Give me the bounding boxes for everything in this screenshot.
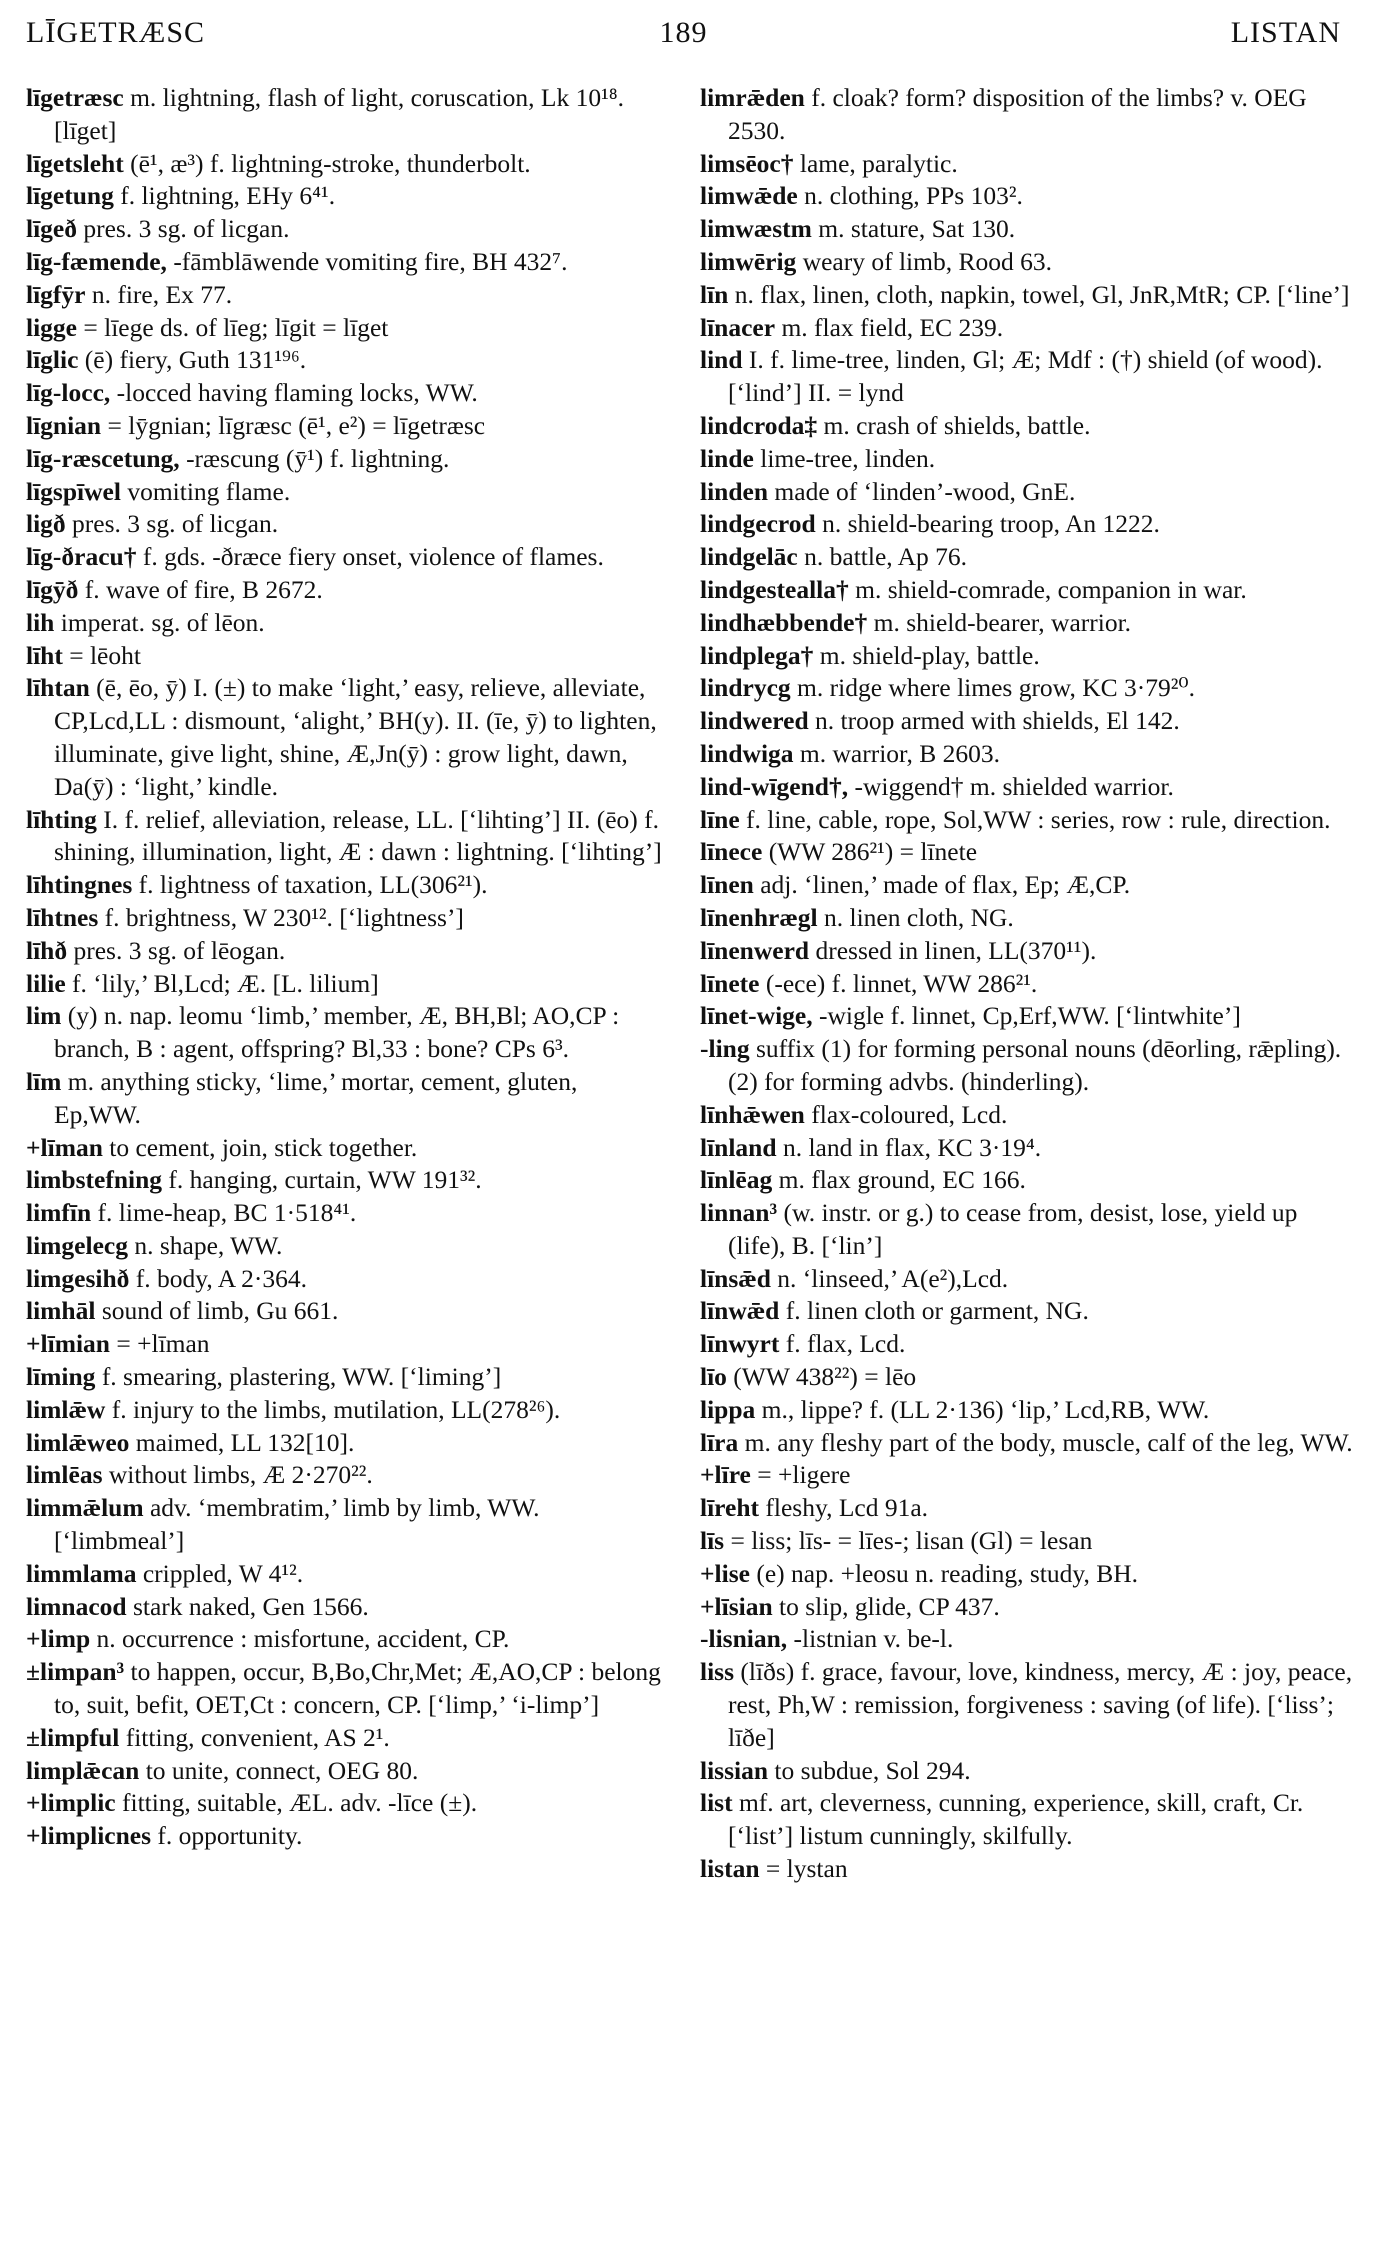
entry-definition: m. stature, Sat 130.	[818, 214, 1016, 244]
entry-definition: (WW 438²²) = lēo	[733, 1362, 917, 1392]
dictionary-entry	[26, 344, 666, 377]
entry-definition: flax-coloured, Lcd.	[811, 1099, 1008, 1129]
entry-headword: līnenhrægl	[700, 902, 818, 932]
dictionary-entry	[700, 738, 1360, 771]
entry-headword: ±limpan³	[26, 1657, 125, 1687]
entry-headword: līg-ðracu†	[26, 542, 137, 572]
entry-headword: lippa	[700, 1394, 756, 1424]
entry-headword: +lise	[700, 1558, 750, 1588]
entry-headword: līne	[700, 804, 740, 834]
dictionary-entry	[700, 1033, 1360, 1099]
entry-definition: fleshy, Lcd 91a.	[765, 1493, 929, 1523]
dictionary-entry	[26, 640, 666, 673]
entry-definition: n. linen cloth, NG.	[823, 902, 1014, 932]
entry-definition: f. flax, Lcd.	[785, 1329, 906, 1359]
dictionary-entry	[26, 1558, 666, 1591]
dictionary-entry	[700, 1623, 1360, 1656]
entry-headword: līgnian	[26, 410, 102, 440]
entry-headword: līnwǣd	[700, 1296, 780, 1326]
entry-definition: (w. instr. or g.) to cease from, desist, lose, yield up (life), B. [‘lin’]	[728, 1198, 1298, 1260]
entry-headword: līgeð	[26, 214, 77, 244]
dictionary-entry	[26, 1328, 666, 1361]
entry-definition: f. body, A 2·364.	[135, 1263, 307, 1293]
dictionary-entry	[700, 607, 1360, 640]
entry-headword: +līsian	[700, 1591, 773, 1621]
dictionary-entry	[700, 1755, 1360, 1788]
entry-headword: līhtnes	[26, 902, 99, 932]
dictionary-entry	[700, 1427, 1360, 1460]
entry-definition: vomiting flame.	[127, 476, 291, 506]
dictionary-entry	[700, 213, 1360, 246]
dictionary-entry	[26, 1230, 666, 1263]
dictionary-entry	[700, 1197, 1360, 1263]
dictionary-entry	[700, 148, 1360, 181]
dictionary-entry	[26, 279, 666, 312]
dictionary-entry	[700, 1656, 1360, 1754]
dictionary-entry	[26, 1066, 666, 1132]
entry-definition: m. ridge where limes grow, KC 3·79²⁰.	[797, 673, 1195, 703]
entry-definition: maimed, LL 132[10].	[135, 1427, 355, 1457]
entry-definition: (e) nap. +leosu n. reading, study, BH.	[756, 1558, 1139, 1588]
entry-definition: made of ‘linden’-wood, GnE.	[774, 476, 1076, 506]
entry-headword: lindhæbbende†	[700, 607, 868, 637]
dictionary-entry	[26, 1427, 666, 1460]
dictionary-entry	[700, 836, 1360, 869]
entry-definition: f. gds. -ðræce fiery onset, violence of flames.	[142, 542, 604, 572]
entry-headword: -ling	[700, 1034, 750, 1064]
entry-headword: +limplicnes	[26, 1821, 152, 1851]
entry-definition: -wigle f. linnet, Cp,Erf,WW. [‘lintwhite’]	[818, 1001, 1241, 1031]
dictionary-entry	[700, 1853, 1360, 1886]
entry-headword: linnan³	[700, 1198, 778, 1228]
dictionary-entry	[700, 804, 1360, 837]
entry-headword: līgȳð	[26, 574, 79, 604]
entry-definition: crippled, W 4¹².	[142, 1558, 304, 1588]
entry-definition: m., lippe? f. (LL 2·136) ‘lip,’ Lcd,RB, WW.	[761, 1394, 1210, 1424]
entry-headword: +limplic	[26, 1788, 116, 1818]
entry-definition: n. battle, Ap 76.	[804, 542, 968, 572]
entry-headword: limplǣcan	[26, 1755, 140, 1785]
dictionary-entry	[26, 1263, 666, 1296]
entry-headword: limwæstm	[700, 214, 812, 244]
entry-headword: līhtingnes	[26, 870, 133, 900]
entry-definition: = +līman	[116, 1329, 210, 1359]
entry-definition: f. line, cable, rope, Sol,WW : series, row : rule, direction.	[746, 804, 1331, 834]
entry-headword: līnenwerd	[700, 935, 810, 965]
entry-headword: limgelecg	[26, 1230, 128, 1260]
entry-definition: to unite, connect, OEG 80.	[145, 1755, 419, 1785]
dictionary-entry	[26, 1591, 666, 1624]
dictionary-entry	[700, 82, 1360, 148]
entry-headword: lilie	[26, 968, 66, 998]
dictionary-entry	[26, 574, 666, 607]
entry-headword: līg-locc,	[26, 378, 111, 408]
entry-definition: f. injury to the limbs, mutilation, LL(278²⁶).	[111, 1394, 561, 1424]
dictionary-entry	[700, 902, 1360, 935]
entry-definition: m. crash of shields, battle.	[823, 410, 1091, 440]
dictionary-entry	[700, 1164, 1360, 1197]
entry-headword: līhting	[26, 804, 97, 834]
entry-definition: to happen, occur, B,Bo,Chr,Met; Æ,AO,CP : belong to, suit, befit, OET,Ct : concern, CP. [‘limp,’ ‘i-limp’]	[54, 1657, 661, 1720]
entry-headword: limlǣweo	[26, 1427, 130, 1457]
entry-definition: m. shield-play, battle.	[819, 640, 1040, 670]
entry-headword: līnacer	[700, 312, 776, 342]
dictionary-entry	[26, 1394, 666, 1427]
dictionary-entry	[700, 935, 1360, 968]
entry-headword: limmlama	[26, 1558, 137, 1588]
dictionary-entry	[26, 1755, 666, 1788]
dictionary-entry	[26, 1361, 666, 1394]
entry-definition: m. flax ground, EC 166.	[778, 1165, 1026, 1195]
entry-definition: (y) n. nap. leomu ‘limb,’ member, Æ, BH,Bl; AO,CP : branch, B : agent, offspring? Bl,33 : bone? CPs 6³.	[54, 1001, 620, 1064]
entry-definition: pres. 3 sg. of licgan.	[72, 509, 279, 539]
entry-headword: limgesihð	[26, 1263, 130, 1293]
entry-headword: līn	[700, 279, 729, 309]
entry-headword: limmǣlum	[26, 1493, 144, 1523]
entry-definition: I. f. relief, alleviation, release, LL. [‘lihting’] II. (ēo) f. shining, illumination, light, Æ : dawn : lightning. [‘lihting’]	[54, 804, 662, 867]
dictionary-entry	[26, 541, 666, 574]
entry-definition: = līege ds. of līeg; līgit = līget	[83, 312, 389, 342]
entry-headword: līra	[700, 1427, 739, 1457]
entry-definition: n. fire, Ex 77.	[91, 279, 233, 309]
entry-headword: līnet-wige,	[700, 1001, 813, 1031]
entry-headword: lindgecrod	[700, 509, 816, 539]
dictionary-entry	[26, 902, 666, 935]
entry-definition: weary of limb, Rood 63.	[802, 246, 1052, 276]
entry-definition: f. hanging, curtain, WW 191³².	[168, 1165, 482, 1195]
entry-headword: limrǣden	[700, 83, 805, 112]
entry-headword: līnland	[700, 1132, 777, 1162]
dictionary-entry	[700, 1525, 1360, 1558]
dictionary-entry	[700, 344, 1360, 410]
entry-definition: (līðs) f. grace, favour, love, kindness, mercy, Æ : joy, peace, rest, Ph,W : remission, forgiveness : saving (of life). [‘liss’; līðe]	[728, 1657, 1353, 1752]
dictionary-entry	[26, 607, 666, 640]
entry-definition: n. shield-bearing troop, An 1222.	[822, 509, 1160, 539]
entry-headword: lissian	[700, 1755, 769, 1785]
entry-definition: I. f. lime-tree, linden, Gl; Æ; Mdf : (†) shield (of wood). [‘lind’] II. = lynd	[728, 345, 1323, 408]
dictionary-entry	[700, 1099, 1360, 1132]
entry-headword: lindplega†	[700, 640, 814, 670]
entry-definition: -fāmblāwende vomiting fire, BH 432⁷.	[173, 246, 568, 276]
entry-headword: lim	[26, 1001, 62, 1031]
entry-headword: līs	[700, 1526, 725, 1556]
entry-definition: m. warrior, B 2603.	[799, 738, 1001, 768]
entry-definition: n. shape, WW.	[134, 1230, 283, 1260]
dictionary-entry	[700, 476, 1360, 509]
dictionary-entry	[700, 508, 1360, 541]
entry-headword: līgspīwel	[26, 476, 121, 506]
dictionary-entry	[26, 1295, 666, 1328]
dictionary-entry	[26, 935, 666, 968]
dictionary-entry	[700, 705, 1360, 738]
entry-headword: limsēoc†	[700, 148, 794, 178]
entry-headword: +limp	[26, 1624, 91, 1654]
entry-headword: līnen	[700, 870, 754, 900]
entry-headword: lindrycg	[700, 673, 791, 703]
entry-definition: = liss; līs- = līes-; lisan (Gl) = lesan	[730, 1526, 1093, 1556]
entry-definition: (-ece) f. linnet, WW 286²¹.	[765, 968, 1038, 998]
dictionary-entry	[700, 869, 1360, 902]
dictionary-entry	[700, 410, 1360, 443]
entry-headword: limlǣw	[26, 1394, 106, 1424]
entry-headword: līnete	[700, 968, 760, 998]
entry-headword: list	[700, 1788, 733, 1818]
dictionary-entry	[26, 1197, 666, 1230]
dictionary-entry	[26, 1459, 666, 1492]
entry-headword: lind-wīgend†,	[700, 771, 849, 801]
entry-headword: līgfȳr	[26, 279, 86, 309]
entry-definition: m. shield-comrade, companion in war.	[855, 574, 1247, 604]
entry-headword: lindwered	[700, 706, 809, 736]
entry-headword: lindcroda‡	[700, 410, 818, 440]
dictionary-entry	[26, 1820, 666, 1853]
entry-definition: = lēoht	[69, 640, 141, 670]
entry-definition: without limbs, Æ 2·270²².	[108, 1460, 373, 1490]
entry-definition: m. lightning, flash of light, coruscation, Lk 10¹⁸. [līget]	[54, 83, 624, 145]
dictionary-entry	[26, 869, 666, 902]
entry-definition: n. flax, linen, cloth, napkin, towel, Gl, JnR,MtR; CP. [‘line’]	[734, 279, 1350, 309]
entry-definition: f. lime-heap, BC 1·518⁴¹.	[97, 1198, 357, 1228]
entry-headword: līnece	[700, 837, 763, 867]
entry-definition: to subdue, Sol 294.	[774, 1755, 971, 1785]
entry-definition: mf. art, cleverness, cunning, experience, skill, craft, Cr. [‘list’] listum cunningly, skilfully.	[728, 1788, 1304, 1851]
entry-definition: f. cloak? form? disposition of the limbs? v. OEG 2530.	[728, 83, 1307, 145]
entry-definition: -wiggend† m. shielded warrior.	[854, 771, 1174, 801]
entry-definition: f. smearing, plastering, WW. [‘liming’]	[101, 1362, 502, 1392]
dictionary-entry	[26, 180, 666, 213]
entry-definition: lime-tree, linden.	[760, 443, 936, 473]
entry-headword: +līmian	[26, 1329, 110, 1359]
entry-definition: to cement, join, stick together.	[109, 1132, 418, 1162]
entry-definition: to slip, glide, CP 437.	[779, 1591, 1000, 1621]
dictionary-entry	[700, 968, 1360, 1001]
entry-definition: n. land in flax, KC 3·19⁴.	[782, 1132, 1042, 1162]
entry-definition: -ræscung (ȳ¹) f. lightning.	[186, 443, 450, 473]
entry-definition: (ē, ēo, ȳ) I. (±) to make ‘light,’ easy, relieve, alleviate, CP,Lcd,LL : dismount, ‘alight,’ BH(y). II. (īe, ȳ) to lighten, illuminate, give light, shine, Æ,Jn(ȳ) : grow light, dawn, Da(ȳ) : ‘light,’ kindle.	[54, 673, 657, 801]
dictionary-entry	[26, 148, 666, 181]
dictionary-entry	[700, 1000, 1360, 1033]
entry-definition: = +ligere	[757, 1460, 851, 1490]
dictionary-entry	[700, 443, 1360, 476]
entry-headword: listan	[700, 1854, 760, 1884]
entry-definition: = lystan	[765, 1854, 848, 1884]
dictionary-entry	[700, 279, 1360, 312]
entry-headword: limfīn	[26, 1198, 92, 1228]
entry-definition: f. opportunity.	[157, 1821, 303, 1851]
entry-headword: +līre	[700, 1460, 751, 1490]
entry-headword: līm	[26, 1066, 62, 1096]
entry-definition: f. brightness, W 230¹². [‘lightness’]	[104, 902, 464, 932]
entry-headword: limwērig	[700, 246, 797, 276]
entry-definition: m. shield-bearer, warrior.	[873, 607, 1132, 637]
right-column	[700, 82, 1360, 1886]
entry-headword: līgetsleht	[26, 148, 124, 178]
entry-headword: +līman	[26, 1132, 103, 1162]
entry-definition: f. wave of fire, B 2672.	[84, 574, 323, 604]
dictionary-entry	[26, 443, 666, 476]
entry-headword: līhð	[26, 935, 68, 965]
entry-headword: līnhǣwen	[700, 1099, 805, 1129]
dictionary-entry	[700, 1361, 1360, 1394]
dictionary-entry	[700, 1394, 1360, 1427]
entry-definition: adj. ‘linen,’ made of flax, Ep; Æ,CP.	[760, 870, 1131, 900]
dictionary-entry	[700, 1591, 1360, 1624]
page-number: 189	[659, 16, 708, 49]
dictionary-entry	[26, 410, 666, 443]
dictionary-entry	[700, 1295, 1360, 1328]
entry-definition: n. occurrence : misfortune, accident, CP.	[96, 1624, 510, 1654]
entry-headword: līgetung	[26, 181, 114, 211]
entry-definition: (WW 286²¹) = līnete	[768, 837, 978, 867]
header-left-guideword: LĪGETRÆSC	[26, 16, 206, 49]
dictionary-entry	[26, 672, 666, 803]
entry-definition: n. troop armed with shields, El 142.	[815, 706, 1180, 736]
header-right-guideword: LISTAN	[1230, 16, 1341, 49]
dictionary-entry	[26, 246, 666, 279]
entry-definition: lame, paralytic.	[799, 148, 958, 178]
dictionary-entry	[26, 1164, 666, 1197]
entry-headword: lindwiga	[700, 738, 794, 768]
entry-headword: līnsǣd	[700, 1263, 771, 1293]
left-column	[26, 82, 666, 1853]
dictionary-entry	[700, 541, 1360, 574]
entry-headword: ±limpful	[26, 1722, 120, 1752]
dictionary-entry	[26, 476, 666, 509]
entry-definition: suffix (1) for forming personal nouns (dēorling, rǣpling). (2) for forming advbs. (hinderling).	[728, 1034, 1342, 1096]
entry-headword: līo	[700, 1362, 727, 1392]
entry-headword: lindgelāc	[700, 542, 798, 572]
entry-headword: līg-ræscetung,	[26, 443, 180, 473]
dictionary-entry	[26, 1492, 666, 1558]
dictionary-entry	[700, 1492, 1360, 1525]
entry-headword: limnacod	[26, 1591, 127, 1621]
entry-headword: līreht	[700, 1493, 760, 1523]
entry-headword: lih	[26, 607, 55, 637]
entry-definition: n. clothing, PPs 103².	[804, 181, 1023, 211]
entry-headword: līg-fæmende,	[26, 246, 167, 276]
dictionary-entry	[700, 640, 1360, 673]
entry-headword: ligge	[26, 312, 77, 342]
dictionary-entry	[700, 1263, 1360, 1296]
entry-definition: n. ‘linseed,’ A(e²),Lcd.	[777, 1263, 1009, 1293]
entry-definition: m. any fleshy part of the body, muscle, calf of the leg, WW.	[744, 1427, 1353, 1457]
entry-definition: stark naked, Gen 1566.	[132, 1591, 369, 1621]
entry-headword: linden	[700, 476, 769, 506]
dictionary-entry	[700, 312, 1360, 345]
entry-definition: sound of limb, Gu 661.	[101, 1296, 339, 1326]
entry-headword: limhāl	[26, 1296, 96, 1326]
dictionary-entry	[26, 82, 666, 148]
entry-headword: limlēas	[26, 1460, 103, 1490]
dictionary-entry	[26, 1000, 666, 1066]
dictionary-entry	[700, 246, 1360, 279]
dictionary-entry	[700, 1459, 1360, 1492]
entry-headword: līgetræsc	[26, 83, 124, 112]
entry-definition: f. lightness of taxation, LL(306²¹).	[138, 870, 488, 900]
entry-definition: (ē¹, æ³) f. lightning-stroke, thunderbolt.	[130, 148, 531, 178]
dictionary-entry	[700, 1132, 1360, 1165]
running-header	[26, 10, 1341, 50]
dictionary-entry	[26, 213, 666, 246]
entry-definition: m. flax field, EC 239.	[781, 312, 1004, 342]
entry-definition: dressed in linen, LL(370¹¹).	[815, 935, 1097, 965]
entry-definition: (ē) fiery, Guth 131¹⁹⁶.	[84, 345, 307, 375]
dictionary-entry	[700, 574, 1360, 607]
entry-definition: -locced having flaming locks, WW.	[116, 378, 478, 408]
entry-definition: pres. 3 sg. of licgan.	[83, 214, 290, 244]
dictionary-entry	[26, 1132, 666, 1165]
dictionary-entry	[700, 180, 1360, 213]
dictionary-entry	[26, 968, 666, 1001]
dictionary-entry	[26, 1656, 666, 1722]
entry-headword: linde	[700, 443, 754, 473]
entry-definition: f. lightning, EHy 6⁴¹.	[120, 181, 336, 211]
dictionary-entry	[700, 1787, 1360, 1853]
entry-headword: līming	[26, 1362, 96, 1392]
entry-headword: limbstefning	[26, 1165, 163, 1195]
dictionary-entry	[26, 804, 666, 870]
dictionary-entry	[700, 1328, 1360, 1361]
entry-definition: f. linen cloth or garment, NG.	[785, 1296, 1089, 1326]
dictionary-entry	[26, 377, 666, 410]
entry-headword: liss	[700, 1657, 735, 1687]
dictionary-entry	[26, 1722, 666, 1755]
entry-headword: ligð	[26, 509, 66, 539]
entry-definition: = lȳgnian; līgræsc (ē¹, e²) = līgetræsc	[107, 410, 486, 440]
dictionary-entry	[700, 771, 1360, 804]
entry-headword: lind	[700, 345, 743, 375]
entry-definition: m. anything sticky, ‘lime,’ mortar, cement, gluten, Ep,WW.	[54, 1066, 578, 1129]
dictionary-entry	[700, 1558, 1360, 1591]
entry-headword: -lisnian,	[700, 1624, 788, 1654]
entry-definition: -listnian v. be-l.	[793, 1624, 954, 1654]
dictionary-entry	[26, 1623, 666, 1656]
entry-headword: līglic	[26, 345, 79, 375]
entry-headword: limwǣde	[700, 181, 798, 211]
dictionary-entry	[26, 312, 666, 345]
dictionary-entry	[700, 672, 1360, 705]
entry-definition: adv. ‘membratim,’ limb by limb, WW. [‘limbmeal’]	[54, 1493, 540, 1556]
entry-headword: līnlēag	[700, 1165, 773, 1195]
entry-headword: līhtan	[26, 673, 90, 703]
entry-definition: fitting, suitable, ÆL. adv. -līce (±).	[122, 1788, 478, 1818]
entry-definition: imperat. sg. of lēon.	[60, 607, 265, 637]
entry-definition: fitting, convenient, AS 2¹.	[125, 1722, 390, 1752]
entry-definition: pres. 3 sg. of lēogan.	[73, 935, 286, 965]
entry-headword: lindgestealla†	[700, 574, 849, 604]
entry-headword: līnwyrt	[700, 1329, 780, 1359]
entry-definition: f. ‘lily,’ Bl,Lcd; Æ. [L. lilium]	[72, 968, 379, 998]
entry-headword: līht	[26, 640, 63, 670]
dictionary-entry	[26, 1787, 666, 1820]
dictionary-entry	[26, 508, 666, 541]
